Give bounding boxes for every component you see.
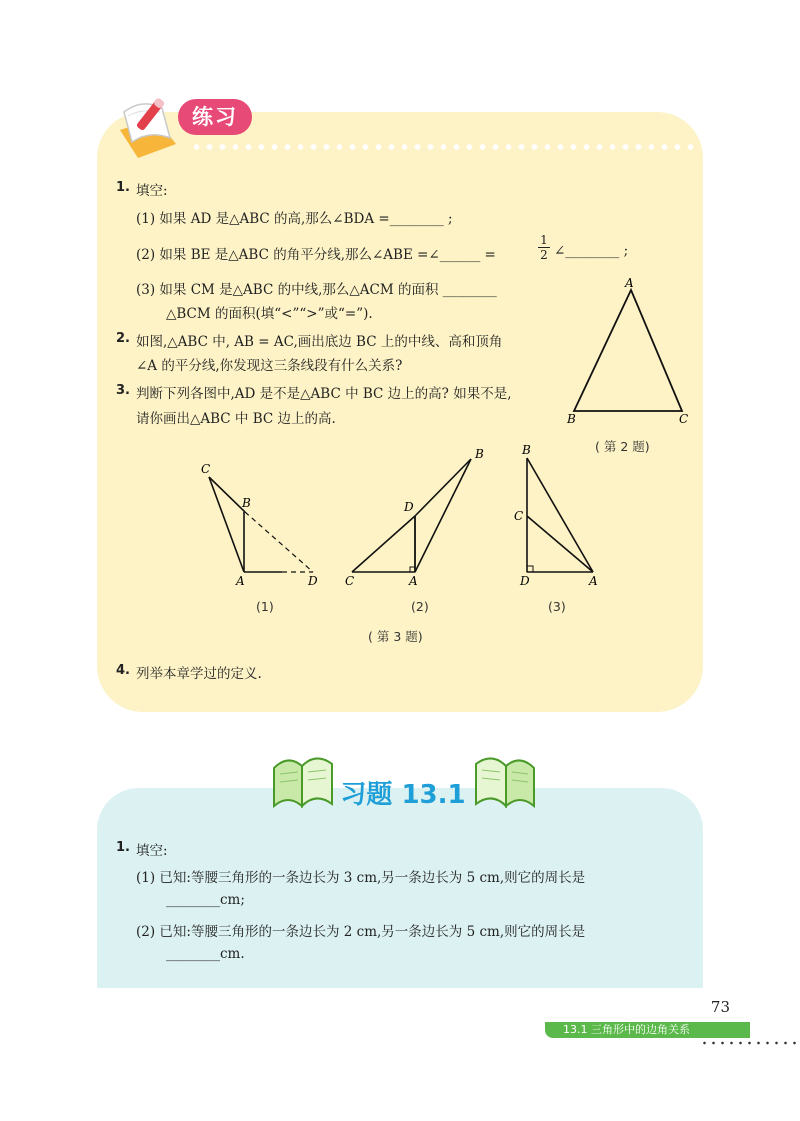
figure-q3-2 bbox=[340, 440, 500, 590]
exercise-title: 习题 13.1 bbox=[340, 780, 466, 810]
q4-number: 4. bbox=[116, 663, 130, 678]
label-a: A bbox=[589, 574, 598, 588]
label-a: A bbox=[236, 574, 245, 588]
q3-number: 3. bbox=[116, 383, 130, 398]
label-b: B bbox=[475, 447, 484, 461]
figure-q3-3-label: (3) bbox=[548, 599, 566, 614]
q1-text: 填空: bbox=[136, 183, 168, 199]
label-c: C bbox=[514, 509, 524, 523]
ex-q1-text: 填空: bbox=[136, 843, 168, 859]
label-d: D bbox=[520, 574, 530, 588]
q2-line2: ∠A 的平分线,你发现这三条线段有什么关系? bbox=[136, 358, 403, 374]
ex-q1-part-b-line1: (2) 已知:等腰三角形的一条边长为 2 cm,另一条边长为 5 cm,则它的周长是 bbox=[136, 924, 586, 940]
q2-line1: 如图,△ABC 中, AB = AC,画出底边 BC 上的中线、高和顶角 bbox=[136, 334, 503, 350]
ex-q1-number: 1. bbox=[116, 840, 130, 855]
label-a: A bbox=[625, 276, 634, 290]
triangle-abc bbox=[574, 290, 682, 411]
label-b: B bbox=[567, 412, 576, 426]
ex-q1-part-b-line2: ________cm. bbox=[166, 946, 245, 962]
figure-q3-1-label: (1) bbox=[256, 599, 274, 614]
q1-part-b-right: ∠________ ; bbox=[554, 243, 629, 259]
figure-q2-triangle bbox=[562, 272, 702, 432]
figure-q2-caption: ( 第 2 题) bbox=[595, 439, 650, 454]
q2-number: 2. bbox=[116, 331, 130, 346]
practice-title-badge: 练习 bbox=[178, 99, 252, 135]
q1-part-c-line1: (3) 如果 CM 是△ABC 的中线,那么△ACM 的面积 ________ bbox=[136, 282, 497, 298]
label-c: C bbox=[201, 462, 211, 476]
label-d: D bbox=[404, 500, 414, 514]
q1-number: 1. bbox=[116, 180, 130, 195]
label-c: C bbox=[679, 412, 689, 426]
q1-part-c-line2: △BCM 的面积(填“<”“>”或“=”). bbox=[166, 306, 373, 322]
q1-fraction bbox=[538, 233, 550, 262]
open-book-icon-left bbox=[268, 748, 338, 812]
open-book-icon-right bbox=[470, 748, 540, 812]
paper-pen-icon bbox=[112, 90, 184, 162]
footer-dots bbox=[700, 1041, 800, 1045]
label-a: A bbox=[409, 574, 418, 588]
label-b: B bbox=[242, 496, 251, 510]
figure-q3-caption: ( 第 3 题) bbox=[368, 629, 423, 644]
section-footer-bar: 13.1 三角形中的边角关系 bbox=[545, 1022, 750, 1038]
fraction-denominator: 2 bbox=[540, 248, 548, 262]
label-b: B bbox=[522, 443, 531, 457]
label-c: C bbox=[345, 574, 355, 588]
fraction-numerator: 1 bbox=[538, 233, 550, 248]
q4-text: 列举本章学过的定义. bbox=[136, 666, 262, 682]
figure-q3-1 bbox=[195, 455, 330, 590]
q3-line2: 请你画出△ABC 中 BC 边上的高. bbox=[136, 411, 336, 427]
figure-q3-2-label: (2) bbox=[411, 599, 429, 614]
ex-q1-part-a-line2: ________cm; bbox=[166, 892, 245, 908]
q1-part-b-left: (2) 如果 BE 是△ABC 的角平分线,那么∠ABE =∠______ = bbox=[136, 247, 496, 263]
figure-q3-3 bbox=[505, 440, 615, 590]
ex-q1-part-a-line1: (1) 已知:等腰三角形的一条边长为 3 cm,另一条边长为 5 cm,则它的周长是 bbox=[136, 870, 586, 886]
q3-line1: 判断下列各图中,AD 是不是△ABC 中 BC 边上的高? 如果不是, bbox=[136, 386, 512, 402]
label-d: D bbox=[308, 574, 318, 588]
decorative-dots bbox=[190, 144, 695, 150]
q1-part-a: (1) 如果 AD 是△ABC 的高,那么∠BDA =________ ; bbox=[136, 211, 453, 227]
page-number: 73 bbox=[710, 998, 730, 1016]
